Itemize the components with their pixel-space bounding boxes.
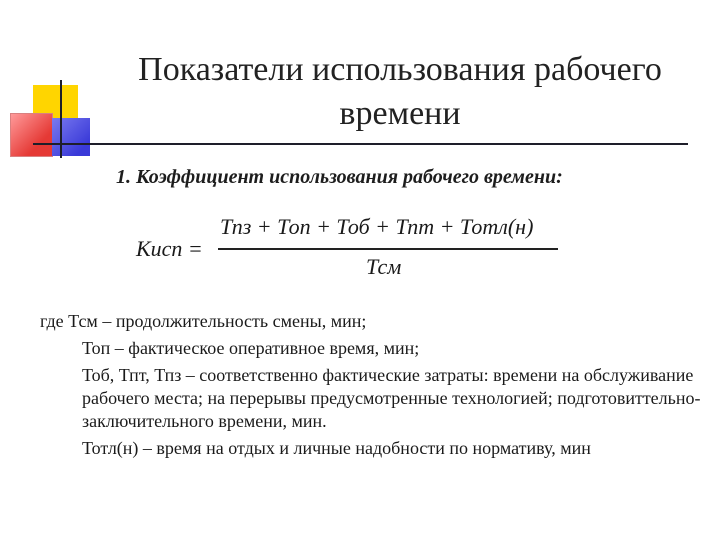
definition-item: где Тсм – продолжительность смены, мин; [40, 311, 367, 331]
blue-square-decoration [52, 118, 90, 156]
definitions-block [40, 310, 710, 464]
definition-item: Топ – фактическое оперативное время, мин; [82, 338, 420, 358]
definition-item: Тоб, Тпт, Тпз – соответственно фактические затраты: времени на обслуживание рабочего места; на перерывы предусмотренные технологией; подготовиттельно-заключительного времени, мин. [82, 365, 701, 431]
definition-item: Тотл(н) – время на отдых и личные надобности по нормативу, мин [82, 438, 591, 458]
slide-title: Показатели использования рабочего времени [138, 51, 662, 132]
red-square-decoration [10, 113, 53, 157]
section-heading: 1. Коэффициент использования рабочего времени: [116, 166, 563, 188]
vertical-rule [60, 80, 62, 158]
horizontal-rule [33, 143, 688, 145]
fraction-bar [218, 248, 558, 250]
formula-lhs: Кисп = [136, 236, 203, 261]
formula-denominator: Тсм [366, 254, 402, 279]
formula-numerator: Тпз + Топ + Тоб + Тпт + Тотл(н) [220, 214, 534, 239]
